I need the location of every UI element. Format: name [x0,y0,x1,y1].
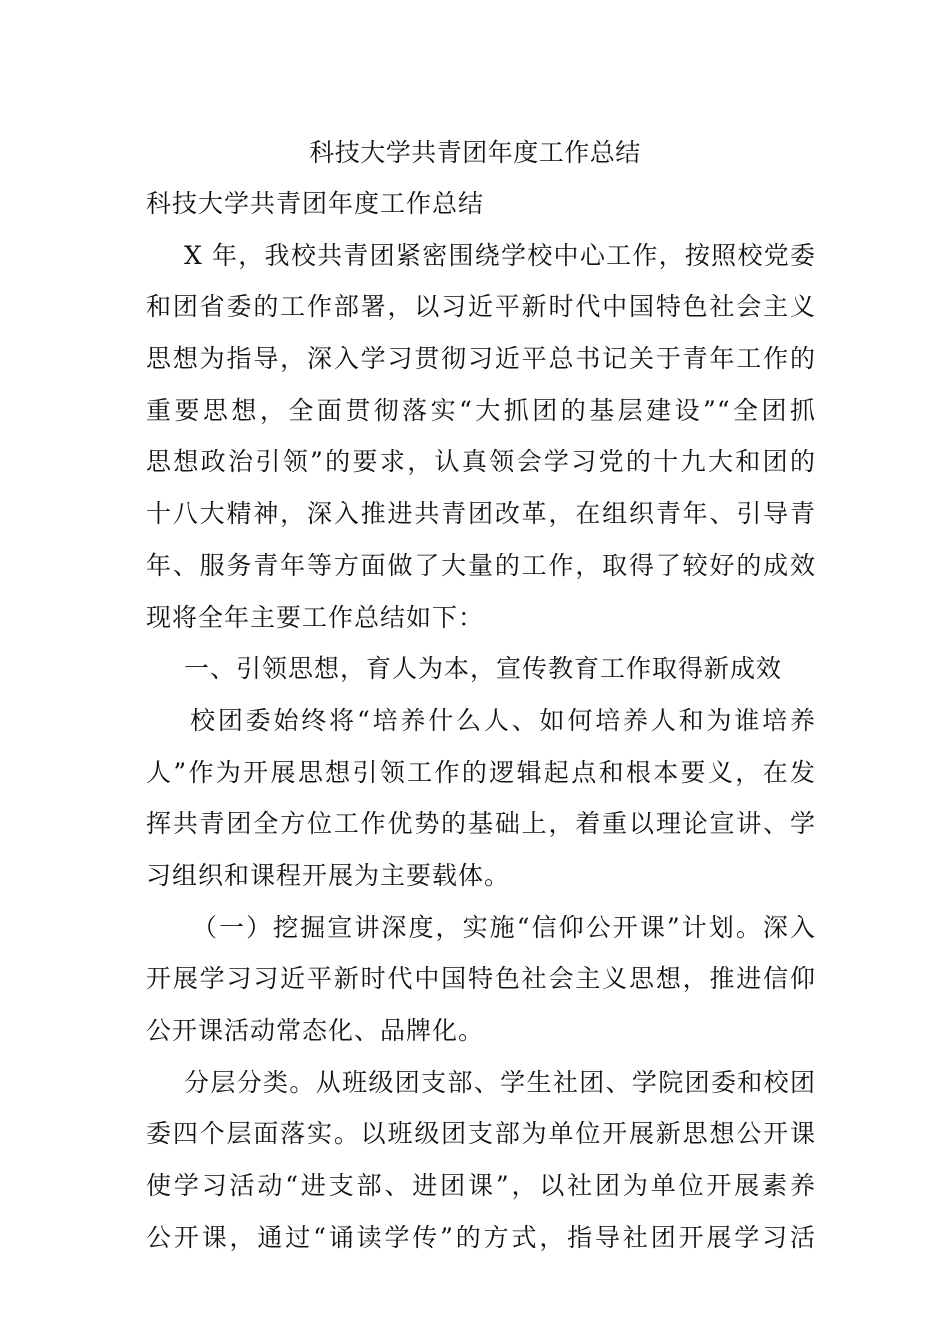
paragraph-line: 校团委始终将“培养什么人、如何培养人和为谁培养 [190,705,816,735]
document-body [146,178,816,1263]
paragraph-line: 人”作为开展思想引领工作的逻辑起点和根本要义，在发 [146,757,816,787]
paragraph-line: 和团省委的工作部署，以习近平新时代中国特色社会主义 [146,292,816,322]
paragraph-line: 思想政治引领”的要求，认真领会学习党的十九大和团的 [146,447,816,477]
subsection-line: （一）挖掘宣讲深度，实施“信仰公开课”计划。深入 [192,912,816,942]
paragraph-line: 使学习活动“进支部、进团课”，以社团为单位开展素养 [146,1171,816,1201]
paragraph-line: 开展学习习近平新时代中国特色社会主义思想，推进信仰 [146,964,816,994]
paragraph-line: 十八大精神，深入推进共青团改革，在组织青年、引导青 [146,499,816,529]
document-title: 科技大学共青团年度工作总结 [309,138,641,167]
paragraph-line: 公开课活动常态化、品牌化。 [146,1016,485,1045]
paragraph-line: 重要思想，全面贯彻落实“大抓团的基层建设”“全团抓 [146,395,816,425]
subtitle-line: 科技大学共青团年度工作总结 [146,189,485,218]
section-heading: 一、引领思想，育人为本，宣传教育工作取得新成效 [184,654,783,684]
paragraph-line: 年、服务青年等方面做了大量的工作，取得了较好的成效 [146,550,816,580]
paragraph-line: 挥共青团全方位工作优势的基础上，着重以理论宣讲、学 [146,809,816,839]
paragraph-line: 公开课，通过“诵读学传”的方式，指导社团开展学习活 [146,1222,816,1252]
paragraph-line: 委四个层面落实。以班级团支部为单位开展新思想公开课 [146,1119,816,1149]
paragraph-line: X 年，我校共青团紧密围绕学校中心工作，按照校党委 [184,240,816,270]
paragraph-line: 分层分类。从班级团支部、学生社团、学院团委和校团 [184,1067,816,1097]
paragraph-line: 思想为指导，深入学习贯彻习近平总书记关于青年工作的 [146,344,816,374]
paragraph-line: 习组织和课程开展为主要载体。 [146,860,511,890]
paragraph-line: 现将全年主要工作总结如下： [146,602,485,632]
